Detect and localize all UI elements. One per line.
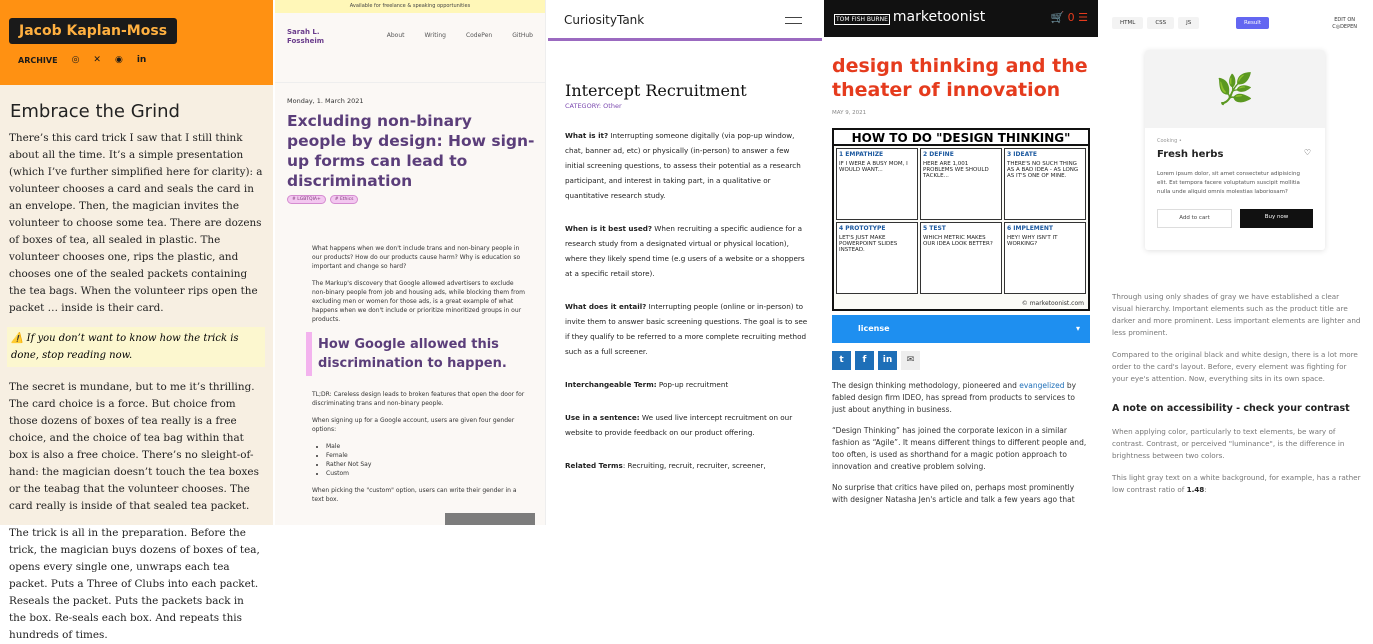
linkedin-share-icon[interactable]: in xyxy=(878,351,897,370)
cartoon-panel: 5 TEST WHICH METRIC MAKES OUR IDEA LOOK BETTER? xyxy=(920,222,1002,294)
chevron-down-icon: ▾ xyxy=(1075,324,1080,333)
tab-result[interactable]: Result xyxy=(1236,17,1269,29)
definition-section: What does it entail? Interrupting people (online or in-person) to invite them to answer basic screening questions. The goal is to see if they qualify to be referred to a more complete recruiting method such as a full screener. xyxy=(565,302,808,356)
site-nav xyxy=(18,55,146,65)
article-paragraph: When picking the "custom" option, users can write their gender in a text box. xyxy=(312,487,517,503)
facebook-share-icon[interactable]: f xyxy=(855,351,874,370)
evangelized-link[interactable]: evangelized xyxy=(1019,381,1065,390)
site-header xyxy=(548,0,822,41)
definition-section: Use in a sentence: We used live intercept recruitment on our website to provide feedback on our product offering. xyxy=(565,413,793,437)
article-paragraph: Through using only shades of gray we have established a clear visual hierarchy. Important elements such as the product title are darker and more prominent. Less important elements are lighter and less prominent. xyxy=(1112,292,1361,337)
curiosity-tank-panel xyxy=(548,0,822,525)
definition-section: What is it? Interrupting someone digitally (via pop-up window, chat, banner ad, etc) or physically (in-person) to answer a few initial screening questions, to assess their potential as a research participant, and interest in taking part, in a qualitative or quantitative research study. xyxy=(565,131,801,200)
license-accordion[interactable]: ▾ license xyxy=(832,315,1090,343)
github-icon[interactable]: ◎ xyxy=(71,55,80,65)
gray-box xyxy=(445,513,535,525)
article-paragraph: When signing up for a Google account, users are given four gender options: xyxy=(312,417,515,433)
article-paragraph: The design thinking methodology, pioneered and evangelized by fabled design firm IDEO, has spread from products to services to just about anything in business. xyxy=(832,381,1077,414)
social-share xyxy=(832,351,1098,370)
tldr: TL;DR: Careless design leads to broken features that open the door for discriminating trans and non-binary people. xyxy=(312,391,525,407)
availability-banner[interactable]: Available for freelance & speaking opportunities xyxy=(275,0,545,13)
sarah-fossheim-panel xyxy=(275,0,546,525)
article-title: Embrace the Grind xyxy=(10,101,180,122)
nav-writing[interactable]: Writing xyxy=(424,32,446,39)
contrast-ratio: 1.48 xyxy=(1186,485,1205,494)
cartoon-image xyxy=(832,128,1090,311)
email-share-icon[interactable]: ✉ xyxy=(901,351,920,370)
cartoon-panel: 2 DEFINE HERE ARE 1,001 PROBLEMS WE SHOULD TACKLE... xyxy=(920,148,1002,220)
linkedin-icon[interactable]: in xyxy=(136,55,147,65)
article-body xyxy=(832,380,1088,506)
gender-option-list xyxy=(326,442,527,478)
cartoon-title: HOW TO DO "DESIGN THINKING" xyxy=(834,130,1088,146)
marketoonist-panel xyxy=(824,0,1098,525)
section-heading: A note on accessibility - check your contrast xyxy=(1112,403,1350,414)
article-paragraph: This light gray text on a white background, for example, has a rather low contrast ratio of 1.48: xyxy=(1112,473,1361,494)
site-logo[interactable]: Sarah L. Fossheim xyxy=(287,28,325,45)
warning-note: ⚠️ If you don’t want to know how the trick is done, stop reading now. xyxy=(7,327,265,367)
tab-html[interactable]: HTML xyxy=(1112,17,1143,29)
editor-tabs xyxy=(1112,17,1199,29)
site-name-link[interactable]: Jacob Kaplan-Moss xyxy=(9,18,177,44)
cartoon-panel: 3 IDEATE THERE'S NO SUCH THING AS A BAD IDEA - AS LONG AS IT'S ONE OF MINE. xyxy=(1004,148,1086,220)
herb-image: 🌿 xyxy=(1145,50,1325,128)
article-paragraph: What happens when we don't include trans and non-binary people in our products? How do our products cause harm? Why is education so important and change so hard? xyxy=(312,245,521,270)
hamburger-menu-icon[interactable] xyxy=(785,17,802,29)
post-date: Monday, 1. March 2021 xyxy=(287,97,364,105)
tab-js[interactable]: JS xyxy=(1178,17,1199,29)
cartoon-panel: 6 IMPLEMENT HEY! WHY ISN'T IT WORKING? xyxy=(1004,222,1086,294)
article-body xyxy=(312,244,527,504)
article-paragraph: The trick is all in the preparation. Before the trick, the magician buys dozens of boxes of tea, opens every single one, unwraps each tea packet. Puts a Three of Clubs into each packet. Reseals the packet. Puts the packets back in the box. Re-seals each box. And repeats this hundreds of times. xyxy=(9,527,260,641)
definition-section: When is it best used? When recruiting a specific audience for a research study from a designated virtual or physical location), where they likely spend time (e.g users of a website or a shoppers at a specific retail store). xyxy=(565,224,805,278)
cart-icon[interactable]: 🛒 0 ☰ xyxy=(1050,11,1088,24)
article-paragraph: The Markup's discovery that Google allowed advertisers to exclude non-binary people from job and housing ads, while blocking them from excluding men or women for those ads, is a great example of what happens when we don't include or prioritize minoritized groups in our products. xyxy=(312,280,526,323)
nav-github[interactable]: GitHub xyxy=(512,32,533,39)
buy-now-button[interactable]: Buy now xyxy=(1240,209,1313,228)
cartoon-panel: 4 PROTOTYPE LET'S JUST MAKE POWERPOINT SLIDES INSTEAD. xyxy=(836,222,918,294)
list-item: • Female xyxy=(326,451,527,460)
site-header xyxy=(0,0,273,85)
add-to-cart-button[interactable]: Add to cart xyxy=(1157,209,1232,228)
tag-list xyxy=(287,195,545,204)
post-date: MAY 9, 2021 xyxy=(832,110,867,116)
article-paragraph: When applying color, particularly to text elements, be wary of contrast. Contrast, or perceived "luminance", is the difference in brightness between two colors. xyxy=(1112,427,1345,460)
jacob-kaplan-moss-panel xyxy=(0,0,273,641)
cartoon-copyright: © marketoonist.com xyxy=(1021,300,1084,307)
article-title: design thinking and the theater of innovation xyxy=(832,55,1088,101)
list-item: • Custom xyxy=(326,469,527,478)
article-body xyxy=(1112,291,1361,506)
article-paragraph: “Design Thinking” has joined the corporate lexicon in a similar fashion as “Agile”. It means different things to different people and, too often, is used as shorthand for a magic potion approach to innovation and creative problem solving. xyxy=(832,426,1087,471)
tag-lgbtqia[interactable]: # LGBTQIA+ xyxy=(287,195,326,204)
cartoon-panel: 1 EMPATHIZE IF I WERE A BUSY MOM, I WOULD WANT... xyxy=(836,148,918,220)
instagram-icon[interactable]: ◉ xyxy=(114,55,123,65)
definition-section: Related Terms: Recruiting, recruit, recruiter, screener, xyxy=(565,461,766,470)
archive-link[interactable]: ARCHIVE xyxy=(18,55,58,65)
card-description: Lorem ipsum dolor, sit amet consectetur adipisicing elit. Est tempora facere voluptatum suscipit mollitia nulla unde aliquid omnis molestias laboriosam? xyxy=(1157,171,1300,195)
nav-codepen[interactable]: CodePen xyxy=(465,32,493,39)
heart-icon[interactable]: ♡ xyxy=(1303,148,1311,157)
site-nav xyxy=(387,32,533,39)
list-item: • Rather Not Say xyxy=(326,460,527,469)
definition-section: Interchangeable Term: Pop-up recruitment xyxy=(565,380,729,389)
twitter-share-icon[interactable]: t xyxy=(832,351,851,370)
category-label[interactable]: CATEGORY: Other xyxy=(565,102,622,110)
article-paragraph: No surprise that critics have piled on, perhaps most prominently with designer Natasha Jen's article and talk a few years ago that xyxy=(832,483,1075,504)
edit-on-codepen-link[interactable]: EDIT ON C◎DEPEN xyxy=(1332,17,1357,30)
list-item: • Male xyxy=(326,442,527,451)
site-logo[interactable]: TOM FISH BURNE marketoonist xyxy=(836,9,986,25)
tag-ethics[interactable]: # Ethics xyxy=(330,195,359,204)
pull-quote: How Google allowed this discrimination to happen. xyxy=(306,332,527,376)
article-paragraph: The secret is mundane, but to me it’s thrilling. The card choice is a force. But choice from those dozens of boxes of tea really is a free choice, and the choice of tea bag within that box is also a free choice. There’s no sleight-of-hand: the magician doesn’t touch the tea boxes or the teabag that the volunteer chooses. The card really is inside of that sealed tea packet. xyxy=(9,381,259,512)
site-header xyxy=(824,0,1098,37)
article-paragraph: There’s this card trick I saw that I still think about all the time. It’s a simple presentation (which I’ve further simplified here for clarity): a volunteer chooses a card and seals the card in an envelope. Then, the magician invites the volunteer to choose some tea. There are dozens of boxes of tea, all sealed in plastic. The volunteer chooses one, rips the plastic, and chooses one of the sealed packets containing the tea bags. When the volunteer rips open the packet … inside is their card. xyxy=(9,132,263,314)
product-card xyxy=(1145,50,1325,250)
twitter-icon[interactable]: ✕ xyxy=(93,55,101,65)
article-title: Excluding non-binary people by design: How sign-up forms can lead to discrimination xyxy=(287,112,535,190)
card-category: Cooking • xyxy=(1157,138,1182,144)
nav-about[interactable]: About xyxy=(386,32,405,39)
article-title: Intercept Recruitment xyxy=(565,81,747,100)
card-title: Fresh herbs xyxy=(1157,149,1224,160)
site-header xyxy=(275,13,545,83)
article-paragraph: Compared to the original black and white design, there is a lot more order to the card's layout. Before, every element was fighting for your eye's attention. Now, everything sits in its own space. xyxy=(1112,350,1358,383)
site-logo[interactable]: CuriosityTank xyxy=(564,13,645,27)
codepen-panel xyxy=(1100,0,1373,525)
tab-css[interactable]: CSS xyxy=(1147,17,1174,29)
